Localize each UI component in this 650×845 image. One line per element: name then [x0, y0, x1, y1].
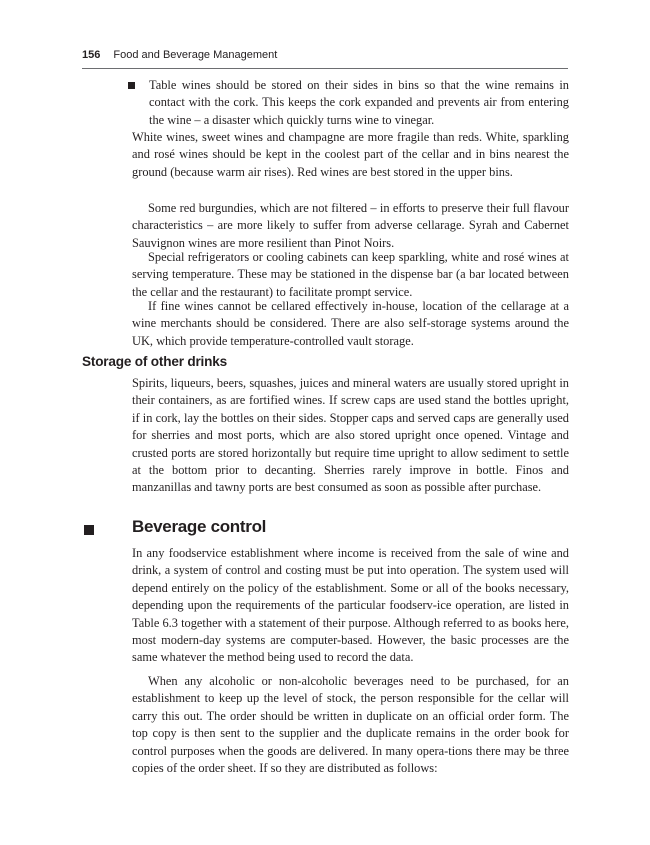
bullet-text: Table wines should be stored on their sides in bins so that the wine remains in contact with the cork. This keeps the cork expanded and prevents air from entering the wine – a disaster which quickly turns wine to vinegar. — [149, 78, 569, 127]
paragraph: White wines, sweet wines and champagne are more fragile than reds. White, sparkling and rosé wines should be kept in the coolest part of the cellar and in bins nearest the ground (because warm air rises). Red wines are best stored in the upper bins. — [132, 130, 569, 179]
paragraph: Spirits, liqueurs, beers, squashes, juices and mineral waters are usually stored upright in their containers, as are fortified wines. If screw caps are used stand the bottles upright, if in cork, lay the bottles on their sides. Stopper caps and served caps are generally used for sherries and most ports, which are also stored upright once opened. Vintage and crusted ports are stored horizontally but require time upright to allow sediment to settle at the bottom prior to decanting. Sherries rarely improve in bottle. Finos and manzanillas and tawny ports are best consumed as soon as possible after purchase. — [132, 376, 569, 495]
running-title: Food and Beverage Management — [113, 49, 278, 61]
section-heading-beverage-control: Beverage control — [132, 517, 267, 536]
section-square-icon — [84, 525, 94, 535]
paragraph: In any foodservice establishment where income is received from the sale of wine and drink, a system of control and costing must be put into operation. The system used will depend entirely on the policy of the establishment. Some or all of the books necessary, depending upon the requirements of the particular foodserv-ice operation, are listed in Table 6.3 together with a statement of their purpose. Although referred to as books here, most modern-day systems are computer-based. However, the basic processes are the same whatever the method being used to record the data. — [132, 546, 569, 665]
page-number: 156 — [82, 49, 101, 61]
list-item — [127, 77, 569, 129]
running-header — [82, 46, 568, 69]
paragraph: When any alcoholic or non-alcoholic beverages need to be purchased, for an establishment to keep up the level of stock, the person responsible for the cellar will carry this out. The order should be written in duplicate on an official order form. The top copy is then sent to the supplier and the duplicate remains in the order book for control purposes when the goods are delivered. In many opera-tions there may be three copies of the order sheet. If so they are distributed as follows: — [132, 674, 569, 776]
subheading-storage-other-drinks: Storage of other drinks — [82, 354, 227, 369]
paragraph: Some red burgundies, which are not filtered – in efforts to preserve their full flavour characteristics – are more likely to suffer from adverse cellarage. Syrah and Cabernet Sauvignon wines are more resilient than Pinot Noirs. — [132, 201, 569, 250]
paragraph: If fine wines cannot be cellared effectively in-house, location of the cellarage at a wine merchants should be considered. There are also self-storage systems around the UK, which provide temperature-controlled vault storage. — [132, 299, 569, 348]
bullet-list — [127, 77, 569, 129]
square-bullet-icon — [128, 82, 135, 89]
paragraph: Special refrigerators or cooling cabinets can keep sparkling, white and rosé wines at serving temperature. These may be stationed in the dispense bar (a bar located between the cellar and the restaurant) to facilitate prompt service. — [132, 250, 569, 299]
